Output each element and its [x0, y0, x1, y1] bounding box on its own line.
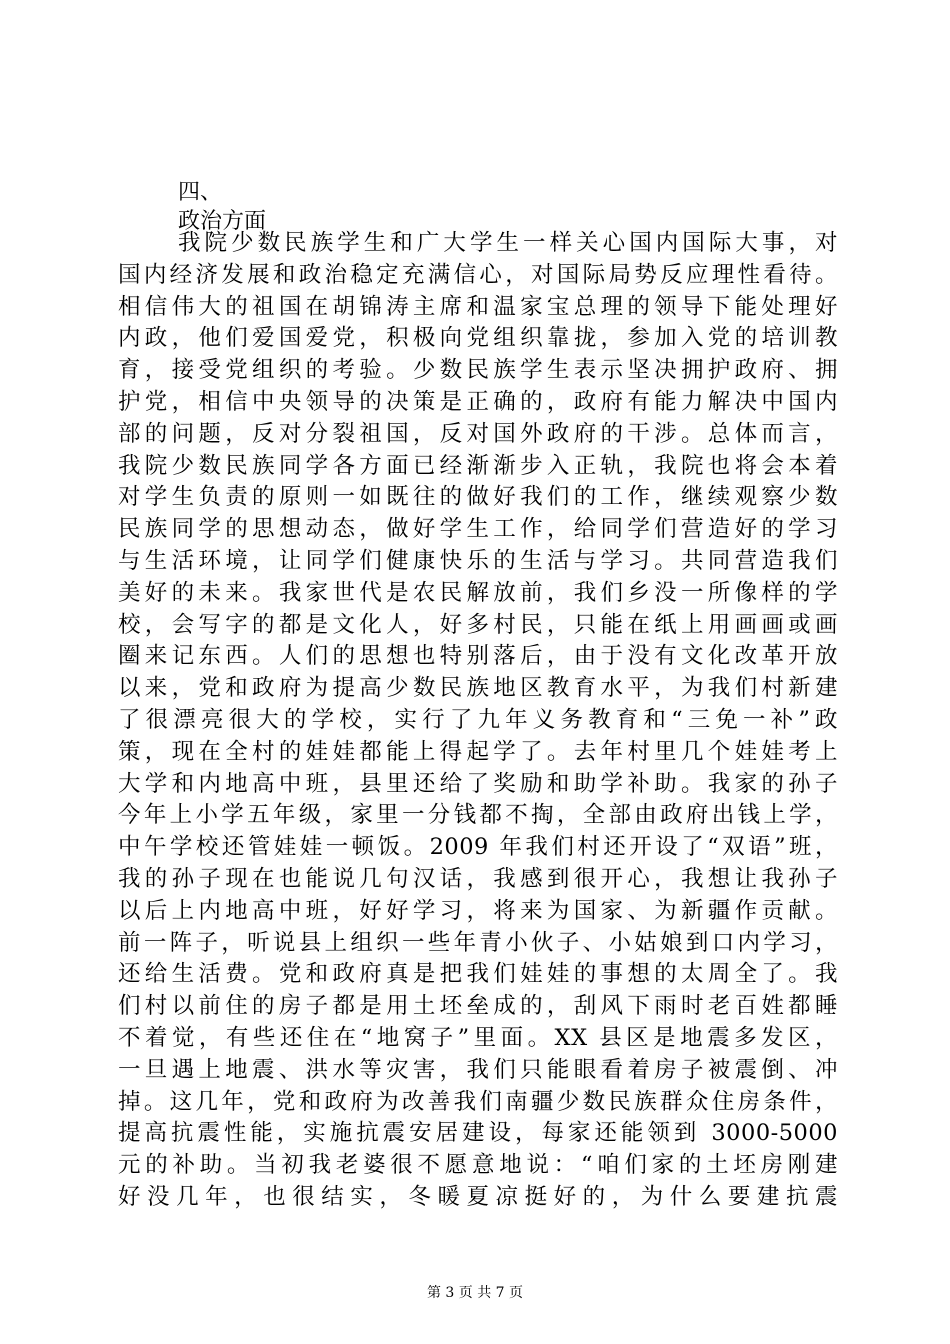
body-line: 一旦遇上地震、洪水等灾害，我们只能眼看着房子被震倒、冲	[118, 1056, 838, 1083]
body-line: 美好的未来。我家世代是农民解放前，我们乡没一所像样的学	[118, 579, 838, 606]
body-line: 还给生活费。党和政府真是把我们娃娃的事想的太周全了。我	[118, 961, 838, 988]
body-line: 校，会写字的都是文化人，好多村民，只能在纸上用画画或画	[118, 611, 838, 638]
body-line: 提高抗震性能，实施抗震安居建设，每家还能领到 3000-5000	[118, 1120, 838, 1147]
body-line: 相信伟大的祖国在胡锦涛主席和温家宝总理的领导下能处理好	[118, 293, 838, 320]
body-line: 中午学校还管娃娃一顿饭。2009 年我们村还开设了“双语”班，	[118, 834, 838, 861]
body-text	[118, 228, 838, 1214]
body-line: 我的孙子现在也能说几句汉话，我感到很开心，我想让我孙子	[118, 865, 838, 892]
body-line: 国内经济发展和政治稳定充满信心，对国际局势反应理性看待。	[118, 261, 838, 288]
body-line: 我院少数民族同学各方面已经渐渐步入正轨，我院也将会本着	[118, 452, 838, 479]
body-line: 圈来记东西。人们的思想也特别落后，由于没有文化改革开放	[118, 643, 838, 670]
body-line: 元的补助。当初我老婆很不愿意地说：“咱们家的土坯房刚建	[118, 1152, 838, 1179]
body-line: 以后上内地高中班，好好学习，将来为国家、为新疆作贡献。	[118, 897, 838, 924]
body-line: 们村以前住的房子都是用土坯垒成的，刮风下雨时老百姓都睡	[118, 993, 838, 1020]
body-line: 不着觉，有些还住在“地窝子”里面。XX 县区是地震多发区，	[118, 1024, 838, 1051]
body-line: 今年上小学五年级，家里一分钱都不掏，全部由政府出钱上学，	[118, 802, 838, 829]
body-line: 策，现在全村的娃娃都能上得起学了。去年村里几个娃娃考上	[118, 738, 838, 765]
body-line: 好没几年，也很结实，冬暖夏凉挺好的，为什么要建抗震	[118, 1183, 838, 1210]
body-line: 护党，相信中央领导的决策是正确的，政府有能力解决中国内	[118, 388, 838, 415]
body-line: 我院少数民族学生和广大学生一样关心国内国际大事，对	[178, 230, 838, 256]
body-line: 大学和内地高中班，县里还给了奖励和助学补助。我家的孙子	[118, 770, 838, 797]
section-number: 四、	[178, 180, 223, 205]
body-line: 掉。这几年，党和政府为改善我们南疆少数民族群众住房条件，	[118, 1088, 838, 1115]
body-line: 民族同学的思想动态，做好学生工作，给同学们营造好的学习	[118, 516, 838, 543]
section-title: 政治方面	[178, 209, 267, 234]
body-line: 前一阵子，听说县上组织一些年青小伙子、小姑娘到口内学习，	[118, 929, 838, 956]
body-line: 内政，他们爱国爱党，积极向党组织靠拢，参加入党的培训教	[118, 325, 838, 352]
page-number-footer: 第 3 页 共 7 页	[426, 1285, 524, 1301]
body-line: 了很漂亮很大的学校，实行了九年义务教育和“三免一补”政	[118, 706, 838, 733]
body-line: 部的问题，反对分裂祖国，反对国外政府的干涉。总体而言，	[118, 420, 838, 447]
body-line: 与生活环境，让同学们健康快乐的生活与学习。共同营造我们	[118, 547, 838, 574]
body-line: 对学生负责的原则一如既往的做好我们的工作，继续观察少数	[118, 484, 838, 511]
body-line: 以来，党和政府为提高少数民族地区教育水平，为我们村新建	[118, 675, 838, 702]
body-line: 育，接受党组织的考验。少数民族学生表示坚决拥护政府、拥	[118, 357, 838, 384]
